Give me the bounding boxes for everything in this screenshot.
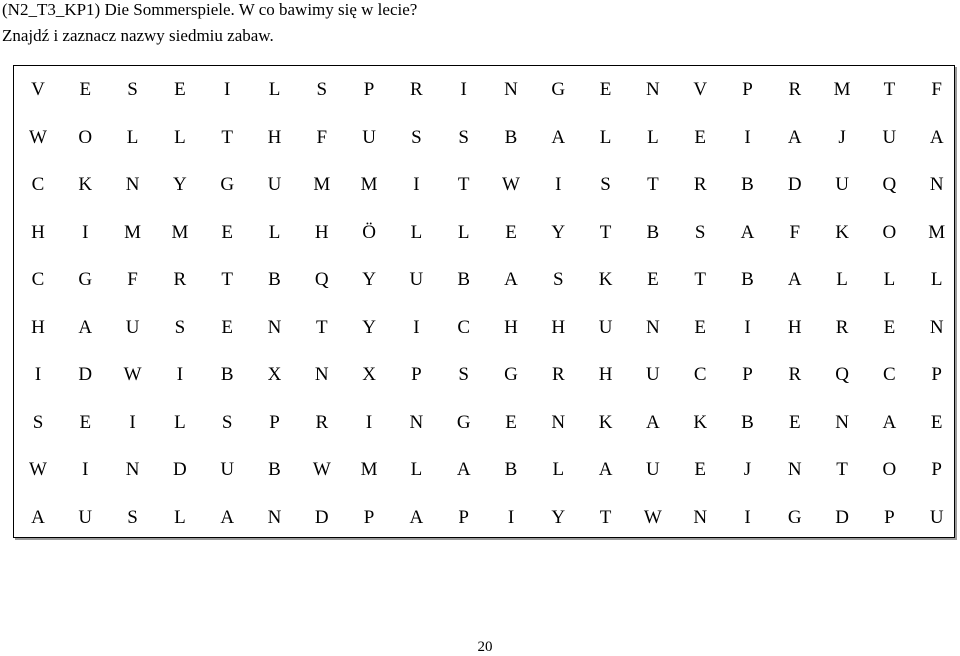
word-search-box [13, 65, 955, 538]
grid-letter[interactable]: N [551, 411, 566, 433]
grid-letter[interactable]: B [220, 364, 234, 385]
grid-letter[interactable]: T [221, 269, 233, 290]
grid-letter[interactable]: A [740, 221, 755, 243]
grid-letter[interactable]: B [504, 126, 518, 148]
grid-letter[interactable]: K [598, 411, 613, 433]
grid-letter[interactable]: A [31, 506, 45, 528]
grid-letter[interactable]: L [930, 269, 943, 290]
grid-letter[interactable]: E [221, 316, 233, 338]
grid-letter[interactable]: W [29, 126, 47, 148]
grid-letter[interactable]: T [647, 174, 659, 195]
grid-letter[interactable]: T [883, 79, 896, 100]
grid-letter[interactable]: U [646, 364, 660, 385]
grid-letter[interactable]: X [267, 364, 282, 385]
grid-letter[interactable]: I [555, 174, 562, 195]
grid-row [14, 268, 954, 292]
grid-letter[interactable]: P [458, 506, 469, 528]
grid-letter[interactable]: E [694, 316, 706, 338]
grid-letter[interactable]: R [315, 411, 329, 433]
grid-letter[interactable]: E [788, 411, 801, 433]
grid-letter[interactable]: S [221, 411, 233, 433]
grid-letter[interactable]: G [78, 269, 93, 290]
grid-letter[interactable]: B [268, 459, 281, 480]
grid-letter[interactable]: I [224, 79, 231, 100]
grid-letter[interactable]: M [833, 79, 851, 100]
grid-letter[interactable]: D [835, 506, 849, 528]
grid-letter[interactable]: S [458, 364, 469, 385]
grid-letter[interactable]: R [788, 79, 802, 100]
grid-letter[interactable]: I [507, 506, 515, 528]
grid-letter[interactable]: K [693, 411, 708, 433]
grid-letter[interactable]: S [458, 126, 469, 148]
grid-letter[interactable]: E [221, 221, 233, 243]
grid-letter[interactable]: C [31, 269, 45, 290]
grid-letter[interactable]: H [551, 316, 566, 338]
grid-letter[interactable]: L [836, 269, 848, 290]
grid-letter[interactable]: I [34, 364, 42, 385]
grid-letter[interactable]: D [787, 174, 802, 195]
grid-letter[interactable]: J [743, 459, 752, 480]
grid-letter[interactable]: U [267, 174, 282, 195]
grid-letter[interactable]: Q [314, 269, 329, 290]
grid-letter[interactable]: L [410, 459, 423, 480]
grid-letter[interactable]: Q [882, 174, 897, 195]
grid-letter[interactable]: L [174, 506, 186, 528]
grid-letter[interactable]: A [409, 506, 424, 528]
grid-letter[interactable]: T [599, 506, 612, 528]
word-search-grid [14, 66, 954, 537]
grid-letter[interactable]: L [552, 459, 565, 480]
grid-letter[interactable]: I [82, 221, 89, 243]
grid-letter[interactable]: N [646, 79, 660, 100]
grid-letter[interactable]: E [79, 411, 92, 433]
grid-letter[interactable]: Y [551, 506, 566, 528]
grid-letter[interactable]: L [410, 221, 423, 243]
grid-letter[interactable]: S [411, 126, 422, 148]
grid-letter[interactable]: F [127, 269, 138, 290]
grid-letter[interactable]: M [928, 221, 946, 243]
grid-letter[interactable]: E [79, 79, 92, 100]
grid-letter[interactable]: U [362, 126, 376, 148]
grid-letter[interactable]: U [882, 126, 897, 148]
grid-letter[interactable]: S [316, 79, 328, 100]
grid-row [14, 173, 954, 197]
grid-letter[interactable]: C [693, 364, 707, 385]
grid-letter[interactable]: T [599, 221, 612, 243]
grid-letter[interactable]: M [124, 221, 142, 243]
grid-letter[interactable]: B [268, 269, 281, 290]
grid-letter[interactable]: H [267, 126, 282, 148]
grid-letter[interactable]: I [744, 506, 751, 528]
grid-letter[interactable]: E [505, 221, 517, 243]
grid-letter[interactable]: L [268, 79, 281, 100]
grid-letter[interactable]: N [314, 364, 329, 385]
grid-letter[interactable]: D [78, 364, 93, 385]
grid-letter[interactable]: H [504, 316, 518, 338]
grid-letter[interactable]: I [365, 411, 373, 433]
grid-letter[interactable]: G [456, 411, 471, 433]
grid-letter[interactable]: E [599, 79, 612, 100]
grid-row [14, 126, 954, 150]
grid-letter[interactable]: R [693, 174, 707, 195]
grid-letter[interactable]: U [835, 174, 849, 195]
grid-letter[interactable]: N [125, 459, 140, 480]
grid-letter[interactable]: N [409, 411, 424, 433]
grid-letter[interactable]: V [31, 79, 45, 100]
grid-letter[interactable]: C [31, 174, 45, 195]
grid-letter[interactable]: N [929, 316, 944, 338]
grid-row [14, 316, 954, 340]
grid-letter[interactable]: Ö [362, 221, 376, 243]
grid-letter[interactable]: S [174, 316, 186, 338]
grid-letter[interactable]: R [551, 364, 565, 385]
grid-letter[interactable]: A [220, 506, 235, 528]
grid-row [14, 411, 954, 435]
grid-letter[interactable]: K [78, 174, 93, 195]
grid-letter[interactable]: H [314, 221, 329, 243]
grid-letter[interactable]: N [504, 79, 518, 100]
grid-letter[interactable]: I [413, 316, 420, 338]
grid-letter[interactable]: L [126, 126, 139, 148]
grid-letter[interactable]: M [313, 174, 331, 195]
grid-letter[interactable]: A [787, 269, 802, 290]
grid-letter[interactable]: S [32, 411, 44, 433]
grid-letter[interactable]: N [646, 316, 660, 338]
grid-letter[interactable]: K [835, 221, 849, 243]
grid-letter[interactable]: F [931, 79, 942, 100]
grid-letter[interactable]: A [456, 459, 471, 480]
grid-letter[interactable]: U [646, 459, 660, 480]
grid-letter[interactable]: G [551, 79, 566, 100]
grid-letter[interactable]: R [788, 364, 802, 385]
grid-letter[interactable]: O [882, 221, 897, 243]
grid-letter[interactable]: M [171, 221, 189, 243]
grid-letter[interactable]: S [600, 174, 611, 195]
grid-letter[interactable]: B [741, 269, 754, 290]
grid-row [14, 506, 954, 530]
grid-letter[interactable]: B [741, 174, 754, 195]
grid-letter[interactable]: J [838, 126, 846, 148]
grid-letter[interactable]: P [931, 459, 942, 480]
grid-letter[interactable]: S [553, 269, 564, 290]
grid-letter[interactable]: B [457, 269, 471, 290]
grid-letter[interactable]: D [314, 506, 329, 528]
grid-letter[interactable]: H [31, 221, 45, 243]
grid-letter[interactable]: W [643, 506, 662, 528]
grid-letter[interactable]: A [646, 411, 660, 433]
grid-letter[interactable]: T [836, 459, 848, 480]
grid-letter[interactable]: E [647, 269, 659, 290]
grid-letter[interactable]: T [457, 174, 470, 195]
grid-letter[interactable]: C [883, 364, 896, 385]
grid-letter[interactable]: B [504, 459, 518, 480]
grid-letter[interactable]: H [787, 316, 802, 338]
grid-letter[interactable]: I [129, 411, 136, 433]
grid-letter[interactable]: L [268, 221, 281, 243]
grid-letter[interactable]: L [174, 411, 186, 433]
grid-letter[interactable]: K [598, 269, 613, 290]
grid-letter[interactable]: Y [362, 316, 376, 338]
grid-letter[interactable]: P [742, 79, 753, 100]
instruction-text: Znajdź i zaznacz nazwy siedmiu zabaw. [2, 26, 274, 45]
grid-letter[interactable]: L [174, 126, 186, 148]
grid-letter[interactable]: I [744, 126, 751, 148]
grid-letter[interactable]: N [693, 506, 708, 528]
grid-letter[interactable]: R [410, 79, 423, 100]
grid-letter[interactable]: G [504, 364, 518, 385]
grid-letter[interactable]: N [835, 411, 849, 433]
grid-row [14, 78, 954, 102]
grid-letter[interactable]: P [363, 79, 375, 100]
grid-letter[interactable]: F [316, 126, 328, 148]
grid-letter[interactable]: W [312, 459, 331, 480]
grid-letter[interactable]: I [413, 174, 420, 195]
grid-letter[interactable]: E [174, 79, 186, 100]
grid-letter[interactable]: I [82, 459, 89, 480]
grid-letter[interactable]: T [694, 269, 706, 290]
grid-letter[interactable]: A [551, 126, 566, 148]
grid-letter[interactable]: L [883, 269, 896, 290]
grid-letter[interactable]: P [742, 364, 753, 385]
grid-letter[interactable]: U [409, 269, 424, 290]
grid-letter[interactable]: S [127, 79, 138, 100]
grid-letter[interactable]: P [411, 364, 422, 385]
grid-letter[interactable]: X [362, 364, 376, 385]
grid-letter[interactable]: R [173, 269, 187, 290]
grid-letter[interactable]: U [929, 506, 944, 528]
grid-letter[interactable]: G [787, 506, 802, 528]
grid-letter[interactable]: N [267, 316, 282, 338]
grid-letter[interactable]: N [125, 174, 140, 195]
grid-letter[interactable]: N [267, 506, 282, 528]
grid-letter[interactable]: I [744, 316, 751, 338]
grid-letter[interactable]: L [599, 126, 612, 148]
grid-letter[interactable]: E [694, 459, 706, 480]
grid-letter[interactable]: G [220, 174, 235, 195]
grid-letter[interactable]: E [694, 126, 706, 148]
grid-letter[interactable]: R [835, 316, 849, 338]
grid-letter[interactable]: L [647, 126, 659, 148]
page-number: 20 [477, 639, 493, 655]
grid-letter[interactable]: B [646, 221, 660, 243]
grid-letter[interactable]: P [931, 364, 942, 385]
grid-letter[interactable]: U [78, 506, 93, 528]
grid-letter[interactable]: W [502, 174, 520, 195]
grid-row [14, 363, 954, 387]
grid-letter[interactable]: P [269, 411, 280, 433]
exercise-code: (N2_T3_KP1) Die Sommerspiele. W co bawimy się w lecie? [2, 0, 418, 19]
grid-letter[interactable]: U [125, 316, 140, 338]
grid-letter[interactable]: A [598, 459, 613, 480]
grid-letter[interactable]: H [31, 316, 45, 338]
grid-letter[interactable]: T [315, 316, 328, 338]
grid-letter[interactable]: O [882, 459, 897, 480]
grid-letter[interactable]: W [123, 364, 142, 385]
grid-letter[interactable]: M [360, 459, 378, 480]
grid-letter[interactable]: C [457, 316, 471, 338]
grid-letter[interactable]: L [457, 221, 470, 243]
grid-letter[interactable]: Y [551, 221, 566, 243]
grid-letter[interactable]: E [930, 411, 943, 433]
grid-letter[interactable]: A [787, 126, 802, 148]
grid-letter[interactable]: H [598, 364, 613, 385]
grid-letter[interactable]: D [173, 459, 187, 480]
grid-letter[interactable]: E [505, 411, 517, 433]
grid-letter[interactable]: F [789, 221, 801, 243]
grid-letter[interactable]: Y [362, 269, 376, 290]
grid-letter[interactable]: M [360, 174, 378, 195]
grid-letter[interactable]: A [882, 411, 897, 433]
grid-letter[interactable]: U [220, 459, 235, 480]
grid-row [14, 458, 954, 482]
grid-letter[interactable]: S [694, 221, 706, 243]
grid-letter[interactable]: U [598, 316, 613, 338]
grid-letter[interactable]: I [460, 79, 467, 100]
grid-letter[interactable]: Q [835, 364, 849, 385]
grid-letter[interactable]: A [929, 126, 944, 148]
grid-letter[interactable]: E [883, 316, 896, 338]
grid-letter[interactable]: O [78, 126, 93, 148]
grid-letter[interactable]: V [693, 79, 708, 100]
grid-letter[interactable]: W [29, 459, 47, 480]
grid-letter[interactable]: N [787, 459, 802, 480]
grid-letter[interactable]: A [78, 316, 93, 338]
grid-letter[interactable]: A [504, 269, 518, 290]
grid-letter[interactable]: B [741, 411, 754, 433]
grid-row [14, 221, 954, 245]
grid-letter[interactable]: Y [173, 174, 187, 195]
grid-letter[interactable]: P [884, 506, 895, 528]
grid-letter[interactable]: T [221, 126, 233, 148]
grid-letter[interactable]: I [176, 364, 184, 385]
grid-letter[interactable]: N [929, 174, 944, 195]
grid-letter[interactable]: P [363, 506, 375, 528]
grid-letter[interactable]: S [127, 506, 138, 528]
